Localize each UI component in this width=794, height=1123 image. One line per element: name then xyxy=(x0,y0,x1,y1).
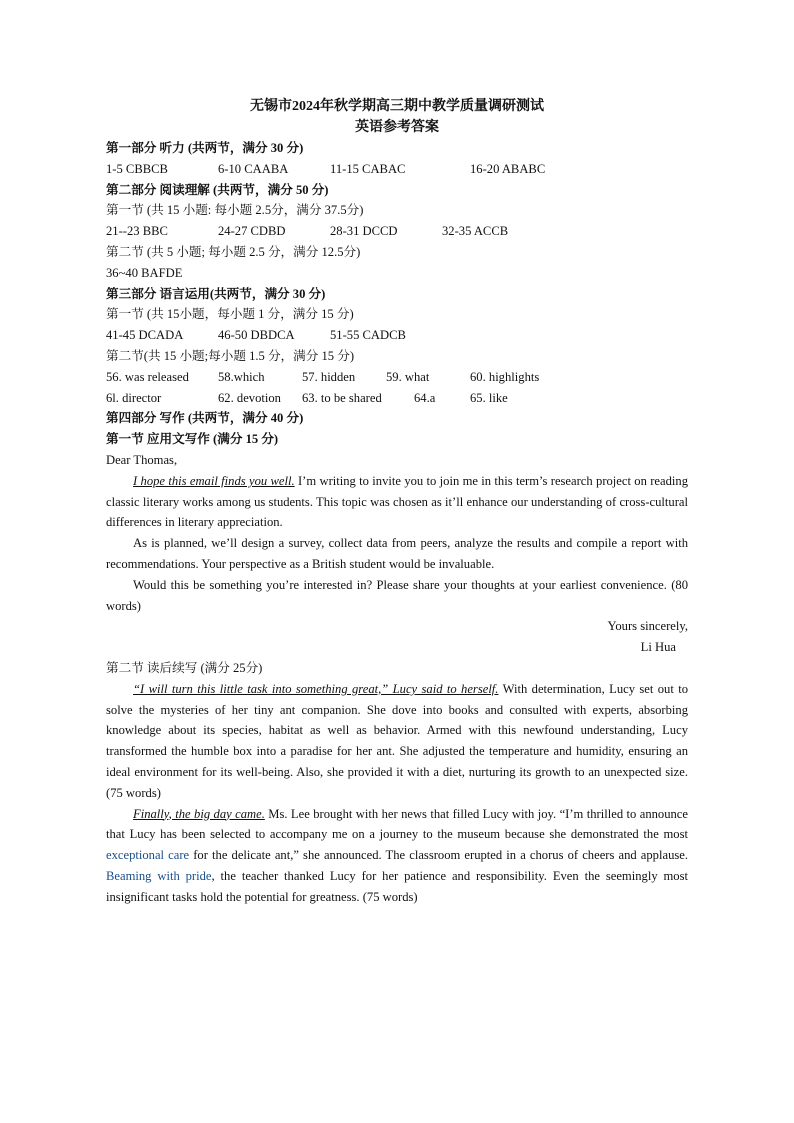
part2-sec1-answers xyxy=(106,221,688,242)
letter-paragraph-2: As is planned, we’ll design a survey, collect data from peers, analyze the results and compile a report with recommendations. Your perspective as a British student would be invaluable. xyxy=(106,536,688,571)
part2-sec1-heading: 第一节 (共 15 小题: 每小题 2.5分，满分 37.5分) xyxy=(106,203,364,218)
letter-greeting: Dear Thomas, xyxy=(106,452,178,467)
answer-item: 63. to be shared xyxy=(302,390,382,405)
answer-item: 60. highlights xyxy=(470,369,540,384)
letter-opening-sentence: I hope this email finds you well. xyxy=(133,473,295,488)
part4-sec1-heading: 第一节 应用文写作 (满分 15 分) xyxy=(106,432,279,447)
document-subtitle: 英语参考答案 xyxy=(355,120,439,135)
part2-sec2-heading: 第二节 (共 5 小题; 每小题 2.5 分，满分 12.5分) xyxy=(106,244,361,259)
part3-sec1-heading: 第一节 (共 15小题，每小题 1 分，满分 15 分) xyxy=(106,307,354,322)
answer-group: 51-55 CADCB xyxy=(330,328,406,343)
answer-group: 16-20 ABABC xyxy=(470,161,546,176)
part4-heading: 第四部分 写作 (共两节，满分 40 分) xyxy=(106,411,304,426)
continuation-paragraph-1: “I will turn this little task into something great,” Lucy said to herself. With determination, Lucy set out to solve the mysteries of her tiny ant companion. She dove into books and consulted with experts, absorbing knowledge about its species, habitat as well as behavior. Armed with this newfound understanding, Lucy transformed the humble box into a paradise for her ant. She adjusted the temperature and humidity, ensuring an ideal environment for its well-being. Also, she provided it with a diet, nurturing its growth to an unexpected size. (75 words) xyxy=(106,681,689,800)
answer-group: 11-15 CABAC xyxy=(330,161,406,176)
given-opening-sentence: Finally, the big day came. xyxy=(133,806,265,821)
answer-item: 62. devotion xyxy=(218,390,281,405)
answer-group: 46-50 DBDCA xyxy=(218,328,295,343)
answer-item: 64.a xyxy=(414,390,436,405)
answer-group: 24-27 CDBD xyxy=(218,224,286,239)
answer-item: 58.which xyxy=(218,369,265,384)
part1-answers xyxy=(106,159,688,180)
part3-sec2-row2 xyxy=(106,388,688,409)
given-opening-sentence: “I will turn this little task into something great,” Lucy said to herself. xyxy=(133,681,499,696)
answer-group: 1-5 CBBCB xyxy=(106,161,168,176)
highlighted-phrase: exceptional care xyxy=(106,848,190,863)
answer-group: 28-31 DCCD xyxy=(330,224,398,239)
continuation-paragraph-2: Finally, the big day came. Ms. Lee brought with her news that filled Lucy with joy. “I’m thrilled to announce that Lucy has been selected to accompany me on a journey to the museum because she demonstrated the most exceptional care for the delicate ant,” she announced. The classroom erupted in a chorus of cheers and applause. Beaming with pride, the teacher thanked Lucy for her patience and responsibility. Even the seemingly most insignificant tasks hold the potential for greatness. (75 words) xyxy=(106,806,688,904)
part3-sec2-heading: 第二节(共 15 小题;每小题 1.5 分，满分 15 分) xyxy=(106,348,355,363)
part3-sec1-answers xyxy=(106,325,688,346)
answer-item: 57. hidden xyxy=(302,369,356,384)
part2-sec2-answers: 36~40 BAFDE xyxy=(106,265,183,280)
part3-sec2-row1 xyxy=(106,367,688,388)
answer-item: 6l. director xyxy=(106,390,162,405)
answer-group: 41-45 DCADA xyxy=(106,328,184,343)
part1-heading: 第一部分 听力 (共两节，满分 30 分) xyxy=(106,141,304,155)
answer-item: 59. what xyxy=(386,369,430,384)
answer-item: 56. was released xyxy=(106,369,189,384)
answer-group: 6-10 CAABA xyxy=(218,161,289,176)
letter-paragraph-1: I hope this email finds you well. I’m writing to invite you to join me in this term’s research project on reading classic literary works among us students. This topic was chosen as it’ll enhance our understanding of cross-cultural differences in literary appreciation. xyxy=(106,473,688,530)
part3-heading: 第三部分 语言运用(共两节，满分 30 分) xyxy=(106,286,326,301)
letter-paragraph-3: Would this be something you’re interested in? Please share your thoughts at your earliest convenience. (80 words) xyxy=(106,577,688,613)
document-title: 无锡市2024年秋学期高三期中教学质量调研测试 xyxy=(250,99,544,114)
letter-signature: Li Hua xyxy=(640,640,676,655)
highlighted-phrase: Beaming with pride xyxy=(106,868,212,883)
answer-group: 21--23 BBC xyxy=(106,224,168,239)
answer-group: 32-35 ACCB xyxy=(442,224,509,239)
part2-heading: 第二部分 阅读理解 (共两节，满分 50 分) xyxy=(106,182,329,197)
letter-closing: Yours sincerely, xyxy=(607,619,688,634)
part4-sec2-heading: 第二节 读后续写 (满分 25分) xyxy=(106,660,263,675)
answer-item: 65. like xyxy=(470,390,508,405)
answer-key-page xyxy=(106,96,688,907)
